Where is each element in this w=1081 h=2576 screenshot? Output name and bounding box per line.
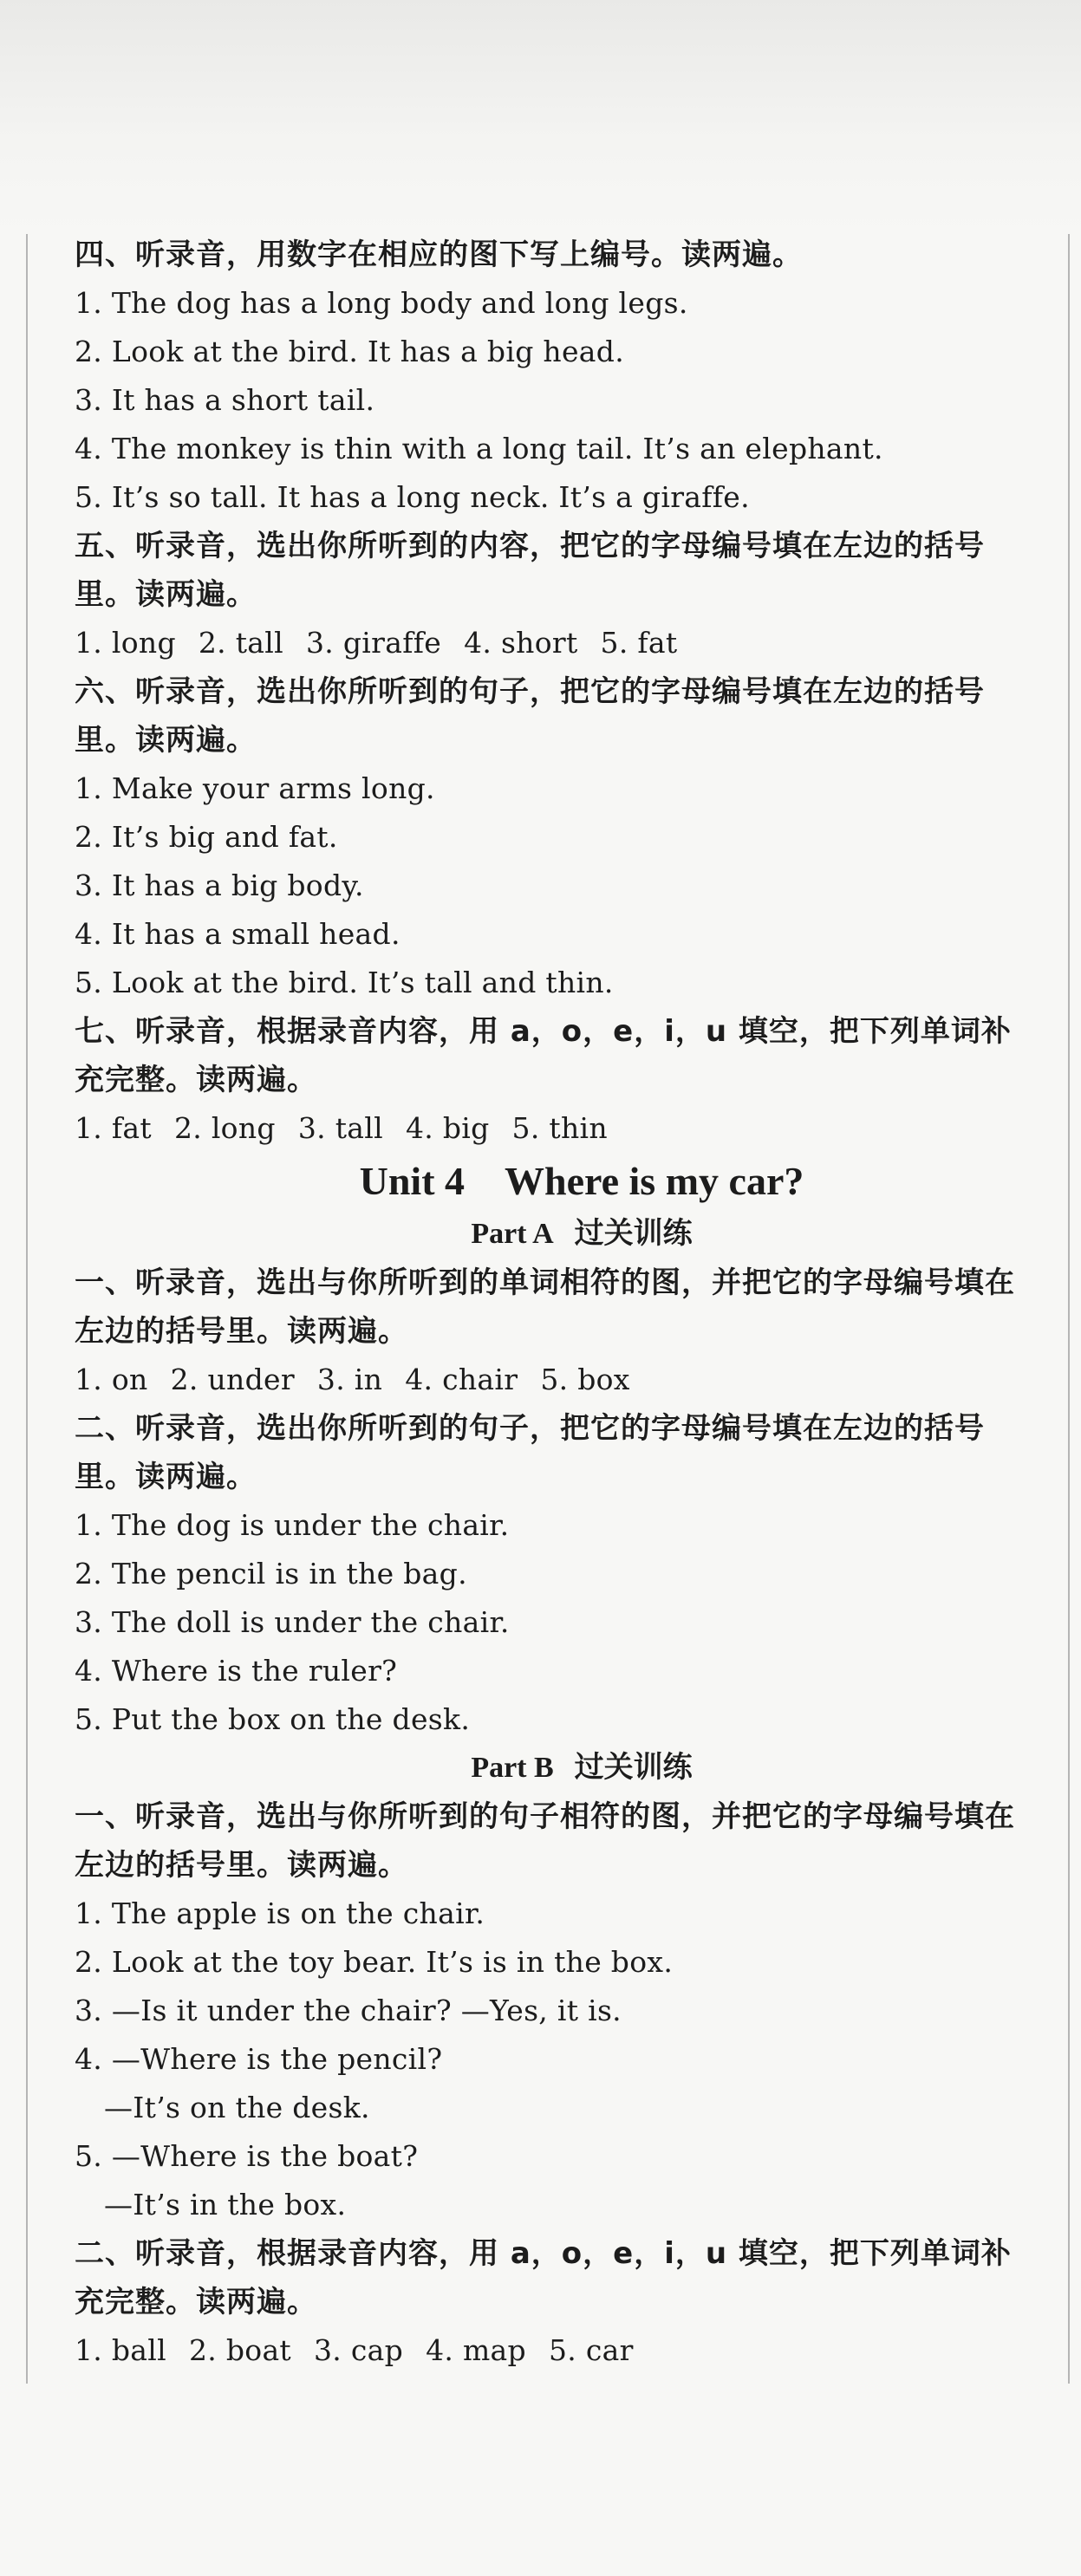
word-list [75, 2326, 1037, 2375]
word-item: 3. tall [297, 1111, 383, 1145]
unit-title: Unit 4 Where is my car? [359, 1159, 804, 1203]
script-line: 4. Where is the ruler? [75, 1654, 398, 1688]
answer-key-content [75, 231, 1037, 2375]
question-heading: 五、听录音，选出你所听到的内容，把它的字母编号填在左边的括号里。读两遍。 [75, 529, 985, 612]
script-line: 5. It’s so tall. It has a long neck. It’s a giraffe. [75, 480, 750, 514]
right-margin-rule [1068, 234, 1070, 2384]
part-title [127, 1210, 1037, 1259]
script-line: 1. The dog has a long body and long legs. [75, 286, 688, 320]
script-line: —It’s in the box. [104, 2188, 347, 2221]
script-line: 1. The dog is under the chair. [75, 1508, 510, 1542]
word-item: 2. long [173, 1111, 276, 1145]
script-line: 5. —Where is the boat? [75, 2139, 419, 2173]
word-item: 5. fat [600, 626, 678, 660]
script-line: 2. The pencil is in the bag. [75, 1557, 467, 1590]
script-line: 3. It has a big body. [75, 868, 364, 902]
script-line: 1. Make your arms long. [75, 771, 435, 805]
word-item: 1. fat [75, 1111, 152, 1145]
script-line: 5. Look at the bird. It’s tall and thin. [75, 966, 614, 999]
script-line: 3. It has a short tail. [75, 383, 375, 417]
script-line: 2. It’s big and fat. [75, 820, 338, 854]
script-line: 4. It has a small head. [75, 917, 400, 951]
word-item: 4. map [426, 2333, 526, 2367]
question-heading: 一、听录音，选出与你所听到的单词相符的图，并把它的字母编号填在左边的括号里。读两遍。 [75, 1265, 1015, 1349]
page-top-shade [0, 0, 1081, 234]
script-line: 4. The monkey is thin with a long tail. It’s an elephant. [75, 432, 883, 465]
word-item: 3. cap [314, 2333, 404, 2367]
word-item: 1. long [75, 626, 176, 660]
word-item: 4. chair [405, 1363, 518, 1396]
script-line: 2. Look at the bird. It has a big head. [75, 335, 624, 368]
word-item: 5. car [548, 2333, 634, 2367]
script-line: 2. Look at the toy bear. It’s is in the box. [75, 1945, 674, 1979]
word-list [75, 1356, 1037, 1404]
word-list [75, 1104, 1037, 1153]
script-line: —It’s on the desk. [104, 2091, 370, 2124]
question-heading: 六、听录音，选出你所听到的句子，把它的字母编号填在左边的括号里。读两遍。 [75, 674, 985, 758]
part-title-en: Part A [471, 1218, 554, 1250]
word-item: 3. giraffe [306, 626, 442, 660]
left-margin-rule [26, 234, 28, 2384]
word-item: 4. big [405, 1111, 490, 1145]
script-line: 1. The apple is on the chair. [75, 1896, 485, 1930]
script-line: 4. —Where is the pencil? [75, 2042, 443, 2076]
word-item: 3. in [316, 1363, 383, 1396]
part-title [127, 1744, 1037, 1792]
question-heading: 二、听录音，根据录音内容，用 a，o，e，i，u 填空，把下列单词补充完整。读两遍。 [75, 2236, 1012, 2319]
part-title-en: Part B [471, 1752, 554, 1784]
word-item: 2. under [170, 1363, 295, 1396]
word-item: 2. tall [198, 626, 283, 660]
word-item: 4. short [464, 626, 578, 660]
question-heading: 七、听录音，根据录音内容，用 a，o，e，i，u 填空，把下列单词补充完整。读两遍。 [75, 1014, 1012, 1097]
word-item: 5. thin [511, 1111, 608, 1145]
word-list [75, 619, 1037, 667]
script-line: 3. —Is it under the chair? —Yes, it is. [75, 1994, 622, 2027]
question-heading: 一、听录音，选出与你所听到的句子相符的图，并把它的字母编号填在左边的括号里。读两遍。 [75, 1799, 1015, 1883]
question-heading: 四、听录音，用数字在相应的图下写上编号。读两遍。 [75, 237, 803, 272]
word-item: 1. ball [75, 2333, 166, 2367]
part-title-cn: 过关训练 [574, 1752, 693, 1784]
script-line: 5. Put the box on the desk. [75, 1702, 471, 1736]
word-item: 1. on [75, 1363, 148, 1396]
script-line: 3. The doll is under the chair. [75, 1605, 510, 1639]
question-heading: 二、听录音，选出你所听到的句子，把它的字母编号填在左边的括号里。读两遍。 [75, 1411, 985, 1494]
part-title-cn: 过关训练 [574, 1218, 693, 1250]
word-item: 5. box [540, 1363, 630, 1396]
word-item: 2. boat [188, 2333, 291, 2367]
